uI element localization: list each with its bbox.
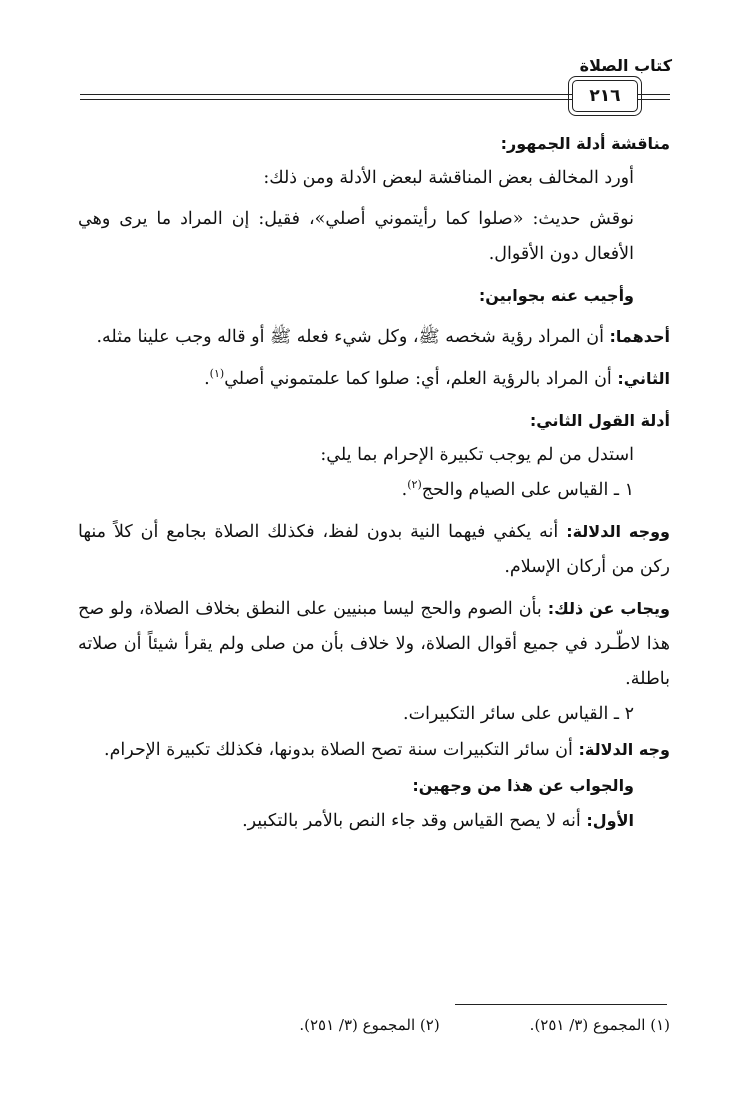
paragraph: الأول: أنه لا يصح القياس وقد جاء النص بالأمر بالتكبير. xyxy=(242,811,634,831)
subheading-two-answers: والجواب عن هذا من وجهين: xyxy=(412,776,634,795)
footnotes xyxy=(150,1016,670,1034)
paragraph: ووجه الدلالة: أنه يكفي فيهما النية بدون لفظ، فكذلك الصلاة بجامع أن كلاً منها ركن من أركان الإسلام. xyxy=(78,522,670,577)
section-heading-second-opinion: أدلة القول الثاني: xyxy=(529,411,670,430)
term-label: الأول: xyxy=(586,811,634,830)
footnote-separator xyxy=(455,1004,667,1005)
paragraph: الثاني: أن المراد بالرؤية العلم، أي: صلوا كما علمتموني أصلي$^{(١)}$. xyxy=(204,367,670,389)
paragraph: ويجاب عن ذلك: بأن الصوم والحج ليسا مبنيين على النطق بخلاف الصلاة، ولو صح هذا لاطّـرد في جميع أقوال الصلاة، ولا خلاف بأن من صلى ولم يقرأ شيئاً أن صلاته باطلة. xyxy=(78,599,670,689)
subheading-answers: وأجيب عنه بجوابين: xyxy=(478,286,634,305)
term-label: أحدهما: xyxy=(609,327,670,346)
term-label: وجه الدلالة: xyxy=(578,740,670,759)
footnote-ref: (٢) xyxy=(407,478,422,492)
list-item: ١ ـ القياس على الصيام والحج$^{(٢)}$. xyxy=(401,478,634,500)
page-number-frame xyxy=(572,80,638,112)
paragraph: أحدهما: أن المراد رؤية شخصه ﷺ، وكل شيء فعله ﷺ أو قاله وجب علينا مثله. xyxy=(96,327,670,347)
term-label: ووجه الدلالة: xyxy=(566,522,670,541)
paragraph: استدل من لم يوجب تكبيرة الإحرام بما يلي: xyxy=(320,445,634,465)
paragraph: نوقش حديث: «صلوا كما رأيتموني أصلي»، فقيل: إن المراد ما يرى وهي الأفعال دون الأقوال. xyxy=(78,209,634,264)
book-title: كتاب الصلاة xyxy=(579,56,672,75)
term-label: الثاني: xyxy=(617,369,670,388)
footnote-ref: (١) xyxy=(209,367,225,381)
footnote: (٢) المجموع (٣/ ٢٥١). xyxy=(299,1016,440,1034)
main-text xyxy=(78,126,670,839)
footnote: (١) المجموع (٣/ ٢٥١). xyxy=(529,1016,670,1034)
list-item: ٢ ـ القياس على سائر التكبيرات. xyxy=(403,704,634,724)
section-heading-majority: مناقشة أدلة الجمهور: xyxy=(500,134,670,153)
page-number: ٢١٦ xyxy=(589,86,621,106)
paragraph: أورد المخالف بعض المناقشة لبعض الأدلة ومن ذلك: xyxy=(263,168,634,188)
paragraph: وجه الدلالة: أن سائر التكبيرات سنة تصح الصلاة بدونها، فكذلك تكبيرة الإحرام. xyxy=(104,740,670,760)
term-label: ويجاب عن ذلك: xyxy=(547,599,670,618)
